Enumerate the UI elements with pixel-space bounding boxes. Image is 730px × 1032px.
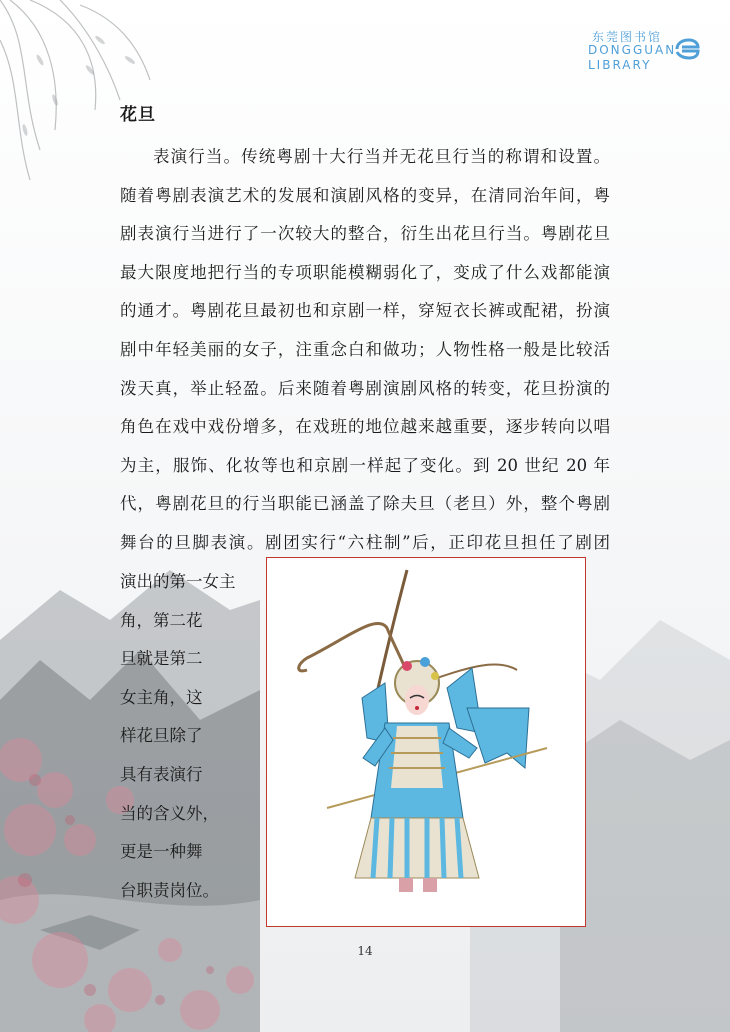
side-line: 更是一种舞 xyxy=(120,842,203,862)
paragraph-line: 表演行当。传统粤剧十大行当并无花旦行当的称谓和设置。 xyxy=(153,147,610,166)
body-paragraph xyxy=(120,138,610,563)
paragraph-line: 的通才。粤剧花旦最初也和京剧一样，穿短衣长裤或配裙，扮演 xyxy=(120,301,610,321)
paragraph-line: 随着粤剧表演艺术的发展和演剧风格的变异，在清同治年间，粤 xyxy=(120,185,610,205)
page-number: 14 xyxy=(357,944,373,958)
side-line: 角，第二花 xyxy=(120,610,203,630)
logo-name-cn: 东莞图书馆 xyxy=(592,30,663,44)
side-line: 台职责岗位。 xyxy=(120,880,219,900)
side-paragraph xyxy=(120,563,245,910)
side-line: 旦就是第二 xyxy=(120,649,203,669)
paragraph-line: 泼天真，举止轻盈。后来随着粤剧演剧风格的转变，花旦扮演的 xyxy=(120,378,610,398)
library-logo xyxy=(588,28,708,74)
side-line: 当的含义外， xyxy=(120,803,219,823)
paragraph-line: 最大限度地把行当的专项职能模糊弱化了，变成了什么戏都能演 xyxy=(120,262,610,282)
paragraph-line: 角色在戏中戏份增多，在戏班的地位越来越重要，逐步转向以唱 xyxy=(120,417,610,437)
huadan-photo-frame xyxy=(266,557,586,927)
paragraph-line: 舞台的旦脚表演。剧团实行“六柱制”后，正印花旦担任了剧团 xyxy=(120,532,610,552)
logo-name-en-line2: LIBRARY xyxy=(588,58,652,72)
paragraph-line: 剧中年轻美丽的女子，注重念白和做功；人物性格一般是比较活 xyxy=(120,339,610,359)
library-e-icon xyxy=(674,38,700,60)
paragraph-line: 为主，服饰、化妆等也和京剧一样起了变化。到 20 世纪 20 年 xyxy=(120,455,610,475)
paragraph-line: 剧表演行当进行了一次较大的整合，衍生出花旦行当。粤剧花旦 xyxy=(120,224,610,244)
side-line: 演出的第一女主 xyxy=(120,572,236,591)
logo-name-en-line1: DONGGUAN xyxy=(588,43,677,57)
side-line: 女主角，这 xyxy=(120,687,203,707)
paragraph-line: 代，粤剧花旦的行当职能已涵盖了除夫旦（老旦）外，整个粤剧 xyxy=(120,494,610,514)
side-line: 样花旦除了 xyxy=(120,726,203,746)
side-line: 具有表演行 xyxy=(120,764,203,784)
section-heading: 花旦 xyxy=(120,105,156,125)
huadan-performer-illustration xyxy=(267,558,585,926)
